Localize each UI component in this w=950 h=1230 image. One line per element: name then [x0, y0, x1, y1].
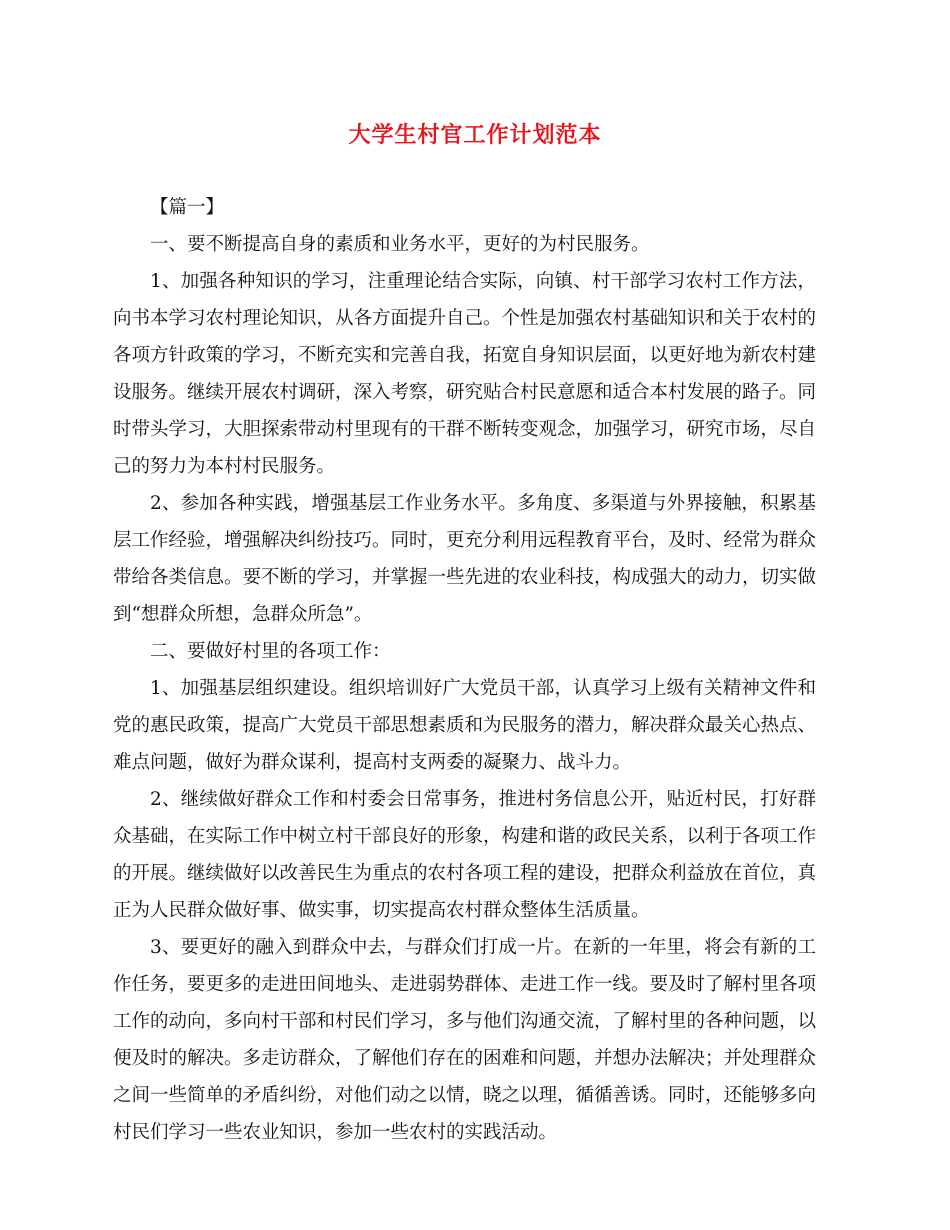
paragraph-2-1: 1、加强基层组织建设。组织培训好广大党员干部，认真学习上级有关精神文件和党的惠民政策，提高广大党员干部思想素质和为民服务的潜力，解决群众最关心热点、难点问题，做好为群众谋利，提高村支两委的凝聚力、战斗力。 [113, 678, 817, 773]
paragraph-2-2: 2、继续做好群众工作和村委会日常事务，推进村务信息公开，贴近村民，打好群众基础，在实际工作中树立村干部良好的形象，构建和谐的政民关系，以利于各项工作的开展。继续做好以改善民生为重点的农村各项工程的建设，把群众利益放在首位，真正为人民群众做好事、做实事，切实提高农村群众整体生活质量。 [113, 789, 817, 921]
paragraph-1-2: 2、参加各种实践，增强基层工作业务水平。多角度、多渠道与外界接触，积累基层工作经验，增强解决纠纷技巧。同时，更充分利用远程教育平台，及时、经常为群众带给各类信息。要不断的学习，并掌握一些先进的农业科技，构成强大的动力，切实做到“想群众所想，急群众所急”。 [113, 493, 817, 625]
heading-one: 一、要不断提高自身的素质和业务水平，更好的为村民服务。 [150, 234, 650, 255]
paragraph-2-3: 3、要更好的融入到群众中去，与群众们打成一片。在新的一年里，将会有新的工作任务，要更多的走进田间地头、走进弱势群体、走进工作一线。要及时了解村里各项工作的动向，多向村干部和村民们学习，多与他们沟通交流，了解村里的各种问题，以便及时的解决。多走访群众，了解他们存在的困难和问题，并想办法解决；并处理群众之间一些简单的矛盾纠纷，对他们动之以情，晓之以理，循循善诱。同时，还能够多向村民们学习一些农业知识，参加一些农村的实践活动。 [113, 937, 817, 1143]
paragraph-1-1: 1、加强各种知识的学习，注重理论结合实际，向镇、村干部学习农村工作方法，向书本学习农村理论知识，从各方面提升自己。个性是加强农村基础知识和关于农村的各项方针政策的学习，不断充实和完善自我，拓宽自身知识层面，以更好地为新农村建设服务。继续开展农村调研，深入考察，研究贴合村民意愿和适合本村发展的路子。同时带头学习，大胆探索带动村里现有的干群不断转变观念，加强学习，研究市场，尽自己的努力为本村村民服务。 [113, 271, 817, 477]
document-title: 大学生村官工作计划范本 [348, 123, 602, 148]
heading-two: 二、要做好村里的各项工作： [150, 641, 391, 662]
section-tag: 【篇一】 [150, 197, 225, 218]
document-body [113, 189, 816, 1151]
